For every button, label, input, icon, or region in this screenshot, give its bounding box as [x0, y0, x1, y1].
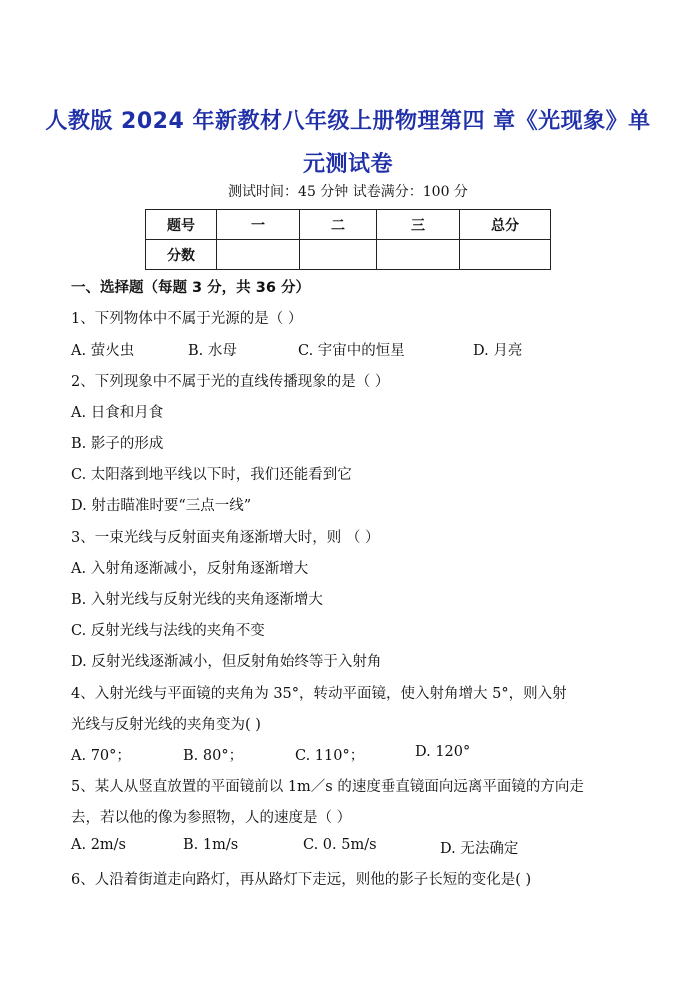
question-2-option-b: B. 影子的形成: [71, 436, 164, 452]
header-cell-total: 总分: [460, 210, 551, 240]
score-cell-part3: [377, 240, 460, 270]
question-2-stem: 2、下列现象中不属于光的直线传播现象的是（ ）: [71, 374, 390, 390]
question-5-option-b: B. 1m/s: [183, 837, 239, 853]
question-1-option-a: A. 萤火虫: [71, 343, 135, 359]
header-cell-label: 题号: [146, 210, 217, 240]
score-cell-part2: [300, 240, 377, 270]
score-cell-total: [460, 240, 551, 270]
exam-title-line1: 人教版 2024 年新教材八年级上册物理第四 章《光现象》单: [45, 109, 651, 134]
score-row-label: 分数: [146, 240, 217, 270]
question-4-option-c: C. 110°；: [295, 748, 365, 764]
header-cell-part3: 三: [377, 210, 460, 240]
question-4-option-d: D. 120°: [415, 744, 471, 760]
question-2-option-c: C. 太阳落到地平线以下时，我们还能看到它: [71, 467, 352, 483]
question-5-option-d: D. 无法确定: [440, 841, 519, 857]
section-heading: 一、选择题（每题 3 分，共 36 分）: [71, 280, 310, 296]
question-1-option-c: C. 宇宙中的恒星: [298, 343, 405, 359]
question-4-stem-line2: 光线与反射光线的夹角变为( ): [71, 717, 261, 733]
question-4-option-b: B. 80°；: [183, 748, 244, 764]
question-2-option-d: D. 射击瞄准时要“三点一线”: [71, 498, 252, 514]
question-4-stem-line1: 4、入射光线与平面镜的夹角为 35°，转动平面镜，使入射角增大 5°，则入射: [71, 686, 567, 702]
header-cell-part2: 二: [300, 210, 377, 240]
question-5-stem-line2: 去，若以他的像为参照物，人的速度是（ ）: [71, 810, 352, 826]
question-5-option-a: A. 2m/s: [71, 837, 126, 853]
question-5-option-c: C. 0. 5m/s: [303, 837, 377, 853]
exam-title-line2: 元测试卷: [302, 152, 393, 177]
score-cell-part1: [217, 240, 300, 270]
question-5-stem-line1: 5、某人从竖直放置的平面镜前以 1m／s 的速度垂直镜面向远离平面镜的方向走: [71, 779, 584, 795]
question-1-option-b: B. 水母: [188, 343, 237, 359]
header-cell-part1: 一: [217, 210, 300, 240]
question-3-option-c: C. 反射光线与法线的夹角不变: [71, 623, 265, 639]
exam-meta: 测试时间：45 分钟 试卷满分：100 分: [228, 184, 468, 200]
question-1-stem: 1、下列物体中不属于光源的是（ ）: [71, 311, 303, 327]
question-3-option-a: A. 入射角逐渐减小，反射角逐渐增大: [71, 561, 309, 577]
question-3-stem: 3、一束光线与反射面夹角逐渐增大时，则 （ ）: [71, 530, 380, 546]
question-6-stem: 6、人沿着街道走向路灯，再从路灯下走远，则他的影子长短的变化是( ): [71, 872, 532, 888]
question-4-option-a: A. 70°；: [71, 748, 131, 764]
score-table-score-row: [146, 240, 551, 270]
question-1-option-d: D. 月亮: [473, 343, 523, 359]
question-3-option-b: B. 入射光线与反射光线的夹角逐渐增大: [71, 592, 323, 608]
question-3-option-d: D. 反射光线逐渐减小，但反射角始终等于入射角: [71, 654, 382, 670]
score-table-header-row: [146, 210, 551, 240]
score-table: [145, 209, 551, 270]
question-2-option-a: A. 日食和月食: [71, 405, 164, 421]
